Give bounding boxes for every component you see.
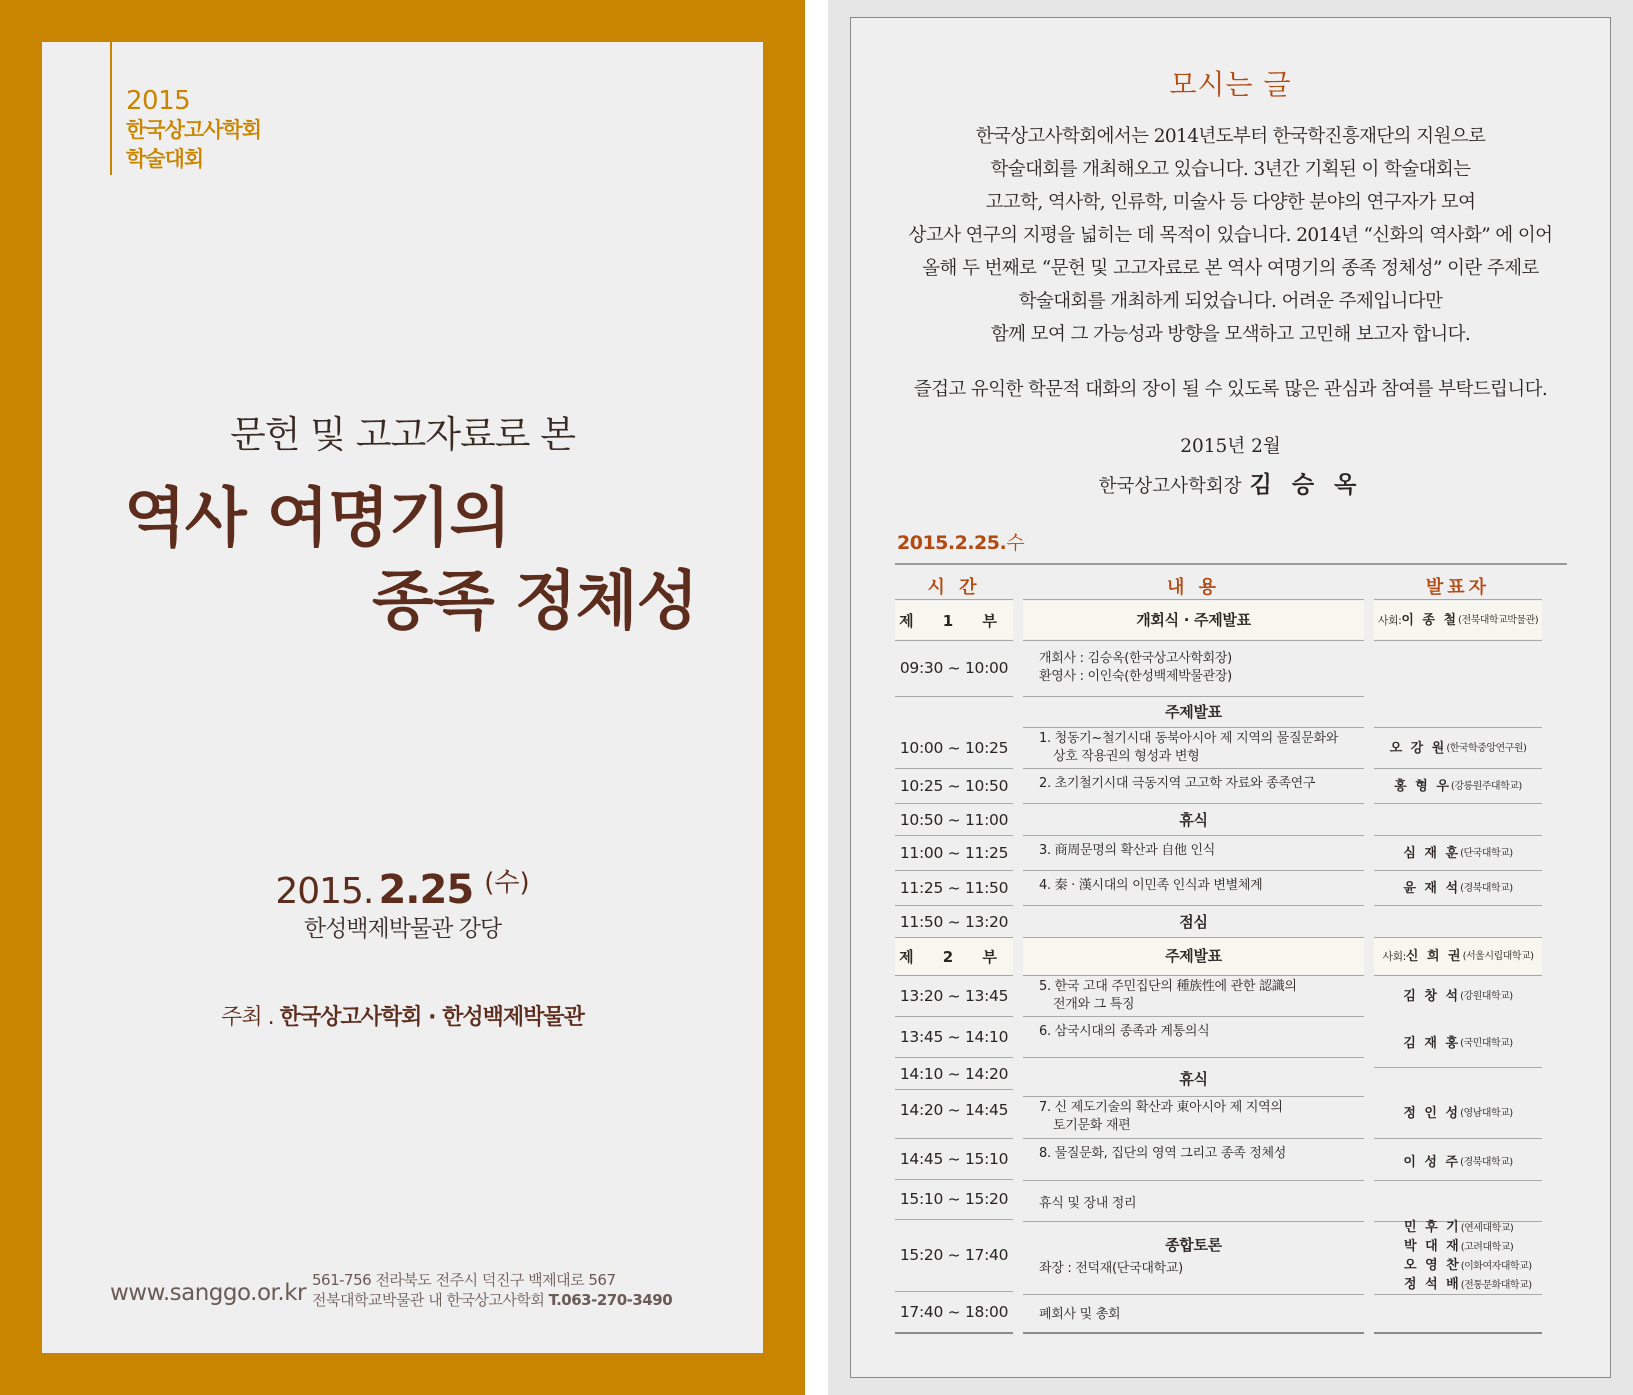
row-rule: [1374, 905, 1542, 906]
presenter-name: 윤 재 석: [1403, 880, 1461, 896]
talk-title-line: 8. 물질문화, 집단의 영역 그리고 종족 정체성: [1039, 1146, 1287, 1161]
address-line2: [312, 1290, 672, 1310]
time-cell: 13:20 ~ 13:45: [899, 987, 1009, 1005]
panelist-aff: (이화여자대학교): [1460, 1261, 1532, 1272]
time-cell: 10:50 ~ 11:00: [899, 810, 1009, 829]
panelist-aff: (고려대학교): [1460, 1242, 1514, 1253]
presenter-aff: (한국학중앙연구원): [1446, 742, 1527, 754]
event-tag: [110, 42, 261, 175]
tag-event: 학술대회: [126, 147, 204, 171]
time-cell: 11:00 ~ 11:25: [899, 844, 1009, 862]
talk-title-line: 7. 신 제도기술의 확산과 東아시아 제 지역의: [1039, 1100, 1283, 1115]
program-panel: [828, 0, 1633, 1395]
content-cell: [1023, 976, 1364, 1016]
moderator-label: 사회:: [1382, 949, 1406, 963]
program-inner: [850, 17, 1611, 1378]
host-label: 주최 .: [221, 1005, 274, 1030]
letter-line: 학술대회를 개최하게 되었습니다. 어려운 주제입니다만: [1018, 291, 1443, 312]
table-bottom-rule: [1023, 1332, 1364, 1334]
moderator-aff: (전북대학교박물관): [1458, 614, 1539, 626]
date-year: 2015.: [275, 871, 374, 912]
panelist: [1404, 1256, 1532, 1275]
presenter-cell: [1374, 1142, 1542, 1182]
talk-title-line: 전개와 그 특징: [1053, 997, 1135, 1012]
row-rule: [1023, 1057, 1364, 1058]
content-cell: [1023, 728, 1364, 768]
tag-org: 한국상고사학회: [126, 118, 262, 142]
panelist-aff: (연세대학교): [1460, 1223, 1514, 1234]
panelist-name: 정 석 배: [1404, 1277, 1461, 1292]
header-content: 내 용: [1166, 577, 1221, 598]
row-rule: [1374, 1067, 1542, 1068]
presenter-cell: [1374, 1093, 1542, 1133]
table-bottom-rule: [895, 1332, 1013, 1334]
cover-title-line2: 종족 정체성: [372, 565, 698, 639]
panelist: [1404, 1237, 1513, 1256]
presenter-cell: [1374, 728, 1542, 768]
table-top-rule: [895, 563, 1567, 565]
time-cell: 15:10 ~ 15:20: [899, 1190, 1009, 1208]
letter-line: 올해 두 번째로 “문헌 및 고고자료로 본 역사 여명기의 종족 정체성” 이란 주제로: [922, 258, 1539, 279]
presenter-cell: [1374, 836, 1542, 870]
signer-name: 김 승 옥: [1249, 471, 1363, 498]
time-cell: 13:45 ~ 14:10: [899, 1028, 1009, 1046]
presenter-cell: [1374, 769, 1542, 803]
talk-title-line: 4. 秦 · 漢시대의 이민족 인식과 변별체계: [1039, 878, 1263, 893]
presenter-aff: (국민대학교): [1460, 1037, 1513, 1049]
talk-title-line: 상호 작용권의 형성과 변형: [1053, 749, 1200, 764]
opening-line2: 환영사 : 이인숙(한성백제박물관장): [1039, 669, 1232, 684]
cover-panel: [0, 0, 805, 1395]
time-cell: 11:50 ~ 13:20: [899, 912, 1009, 931]
topic-header: 주제발표: [1165, 703, 1222, 721]
time-cell: 14:20 ~ 14:45: [899, 1101, 1009, 1119]
break-cell: 휴식: [1179, 810, 1208, 829]
header-rule: [895, 599, 1013, 600]
header-time: 시 간: [927, 577, 981, 598]
talk-title-line: 토기문화 재편: [1053, 1118, 1131, 1133]
time-cell: 10:00 ~ 10:25: [899, 739, 1009, 757]
letter-line: 고고학, 역사학, 인류학, 미술사 등 다양한 분야의 연구자가 모여: [985, 192, 1476, 213]
venue: 한성백제박물관 강당: [303, 916, 502, 942]
letter-closing: 즐겁고 유익한 학문적 대화의 장이 될 수 있도록 많은 관심과 참여를 부탁드립니다.: [913, 379, 1548, 400]
date-day: (수): [484, 868, 530, 898]
letter-body: [871, 120, 1590, 351]
talk-title-line: 휴식 및 장내 정리: [1039, 1196, 1137, 1211]
row-rule: [1374, 803, 1542, 804]
panelist-name: 민 후 기: [1404, 1220, 1461, 1235]
discussion-title: 종합토론: [1165, 1236, 1222, 1254]
letter-line: 학술대회를 개최해오고 있습니다. 3년간 기획된 이 학술대회는: [990, 159, 1471, 180]
break-cell: 휴식: [1179, 1069, 1208, 1088]
website-link[interactable]: www.sanggo.or.kr: [110, 1280, 306, 1306]
discussion-chair: 좌장 : 전덕재(단국대학교): [1039, 1261, 1183, 1276]
session1-moderator: [1374, 601, 1542, 639]
talk-title-line: 폐회사 및 총회: [1039, 1307, 1121, 1322]
content-cell: [1023, 1139, 1364, 1169]
event-date: [42, 862, 763, 913]
time-cell: 09:30 ~ 10:00: [899, 659, 1009, 677]
presenter-aff: (단국대학교): [1460, 847, 1513, 859]
content-cell: [1023, 871, 1364, 901]
address-block: [312, 1270, 672, 1310]
content-cell: [1023, 1186, 1364, 1222]
presenter-name: 홍 형 우: [1394, 778, 1451, 794]
moderator-label: 사회:: [1377, 613, 1402, 627]
presenter-aff: (경북대학교): [1460, 882, 1513, 894]
session2-title: 주제발표: [1165, 947, 1222, 965]
presenter-name: 오 강 원: [1389, 740, 1447, 756]
time-cell: 11:25 ~ 11:50: [899, 879, 1009, 897]
row-rule: [1374, 1138, 1542, 1139]
time-cell: 14:45 ~ 15:10: [899, 1150, 1009, 1168]
table-bottom-rule: [1374, 1332, 1542, 1334]
row-rule: [1023, 1221, 1364, 1222]
host-names: 한국상고사학회 · 한성백제박물관: [279, 1005, 584, 1030]
content-cell: [1023, 640, 1364, 696]
session1-label: 제 1 부: [899, 612, 1009, 630]
panelist-name: 박 대 재: [1404, 1239, 1461, 1254]
cover-title-line1: 역사 여명기의: [124, 482, 511, 556]
presenter-cell: [1374, 1023, 1542, 1063]
letter-title: 모시는 글: [1169, 68, 1292, 101]
time-cell: 14:10 ~ 14:20: [899, 1064, 1009, 1083]
letter-signature: [851, 466, 1610, 499]
moderator-aff: (서울시립대학교): [1462, 950, 1534, 962]
presenter-name: 정 인 성: [1403, 1105, 1461, 1121]
letter-line: 함께 모여 그 가능성과 방향을 모색하고 고민해 보고자 합니다.: [990, 324, 1471, 345]
moderator-name: 이 종 철: [1401, 612, 1459, 628]
letter-line: 한국상고사학회에서는 2014년도부터 한국학진흥재단의 지원으로: [975, 126, 1486, 147]
date-main: 2.25: [378, 867, 474, 913]
schedule-day: 수: [1006, 532, 1025, 554]
lunch-cell: 점심: [1179, 912, 1208, 931]
row-rule: [1374, 1180, 1542, 1181]
panelist-name: 오 영 찬: [1404, 1258, 1461, 1273]
talk-title-line: 6. 삼국시대의 종족과 계통의식: [1039, 1024, 1210, 1039]
session1-title: 개회식 · 주제발표: [1136, 611, 1251, 629]
content-cell: [1023, 1295, 1364, 1335]
talk-title-line: 3. 商周문명의 확산과 自他 인식: [1039, 843, 1215, 858]
opening-line1: 개회사 : 김승옥(한국상고사학회장): [1039, 651, 1232, 666]
cover-inner: [42, 42, 763, 1353]
presenter-name: 심 재 훈: [1403, 845, 1461, 861]
talk-title-line: 5. 한국 고대 주민집단의 種族性에 관한 認識의: [1039, 979, 1297, 994]
signer-title: 한국상고사학회장: [1098, 476, 1242, 497]
presenter-name: 이 성 주: [1403, 1154, 1461, 1170]
address-line1: 561-756 전라북도 전주시 덕진구 백제대로 567: [312, 1271, 616, 1289]
presenter-aff: (강릉원주대학교): [1450, 780, 1522, 792]
presenter-cell: [1374, 871, 1542, 905]
time-cell: 10:25 ~ 10:50: [899, 777, 1009, 795]
row-rule: [1374, 640, 1542, 641]
letter-date: 2015년 2월: [1180, 436, 1281, 457]
time-cell: 17:40 ~ 18:00: [899, 1303, 1009, 1321]
talk-title-line: 1. 청동기~철기시대 동북아시아 제 지역의 물질문화와: [1039, 731, 1338, 746]
time-cell: 15:20 ~ 17:40: [899, 1246, 1009, 1264]
panel-list: [1374, 1221, 1542, 1291]
content-cell: [1023, 836, 1364, 866]
panelist-aff: (전통문화대학교): [1460, 1280, 1532, 1291]
presenter-aff: (영남대학교): [1460, 1107, 1513, 1119]
presenter-cell: [1374, 976, 1542, 1016]
presenter-name: 김 창 석: [1403, 988, 1461, 1004]
address-line2-text: 전북대학교박물관 내 한국상고사학회: [312, 1291, 549, 1309]
schedule-date: [897, 528, 1024, 555]
presenter-name: 김 재 홍: [1403, 1035, 1461, 1051]
header-rule: [1374, 599, 1542, 600]
cover-subtitle: 문헌 및 고고자료로 본: [230, 413, 575, 456]
host-line: [42, 1000, 763, 1031]
presenter-aff: (강원대학교): [1460, 990, 1513, 1002]
panelist: [1404, 1218, 1513, 1237]
content-cell: [1023, 769, 1364, 799]
content-cell: [1023, 1224, 1364, 1290]
row-rule: [1023, 1180, 1364, 1181]
phone-number: T.063-270-3490: [548, 1291, 673, 1309]
content-cell: [1023, 1097, 1364, 1137]
header-presenter: 발표자: [1425, 577, 1491, 598]
content-cell: [1023, 1017, 1364, 1047]
talk-title-line: 2. 초기철기시대 극동지역 고고학 자료와 종족연구: [1039, 776, 1316, 791]
panelist: [1404, 1275, 1532, 1294]
session2-label: 제 2 부: [899, 948, 1009, 966]
letter-line: 상고사 연구의 지평을 넓히는 데 목적이 있습니다. 2014년 “신화의 역사화” 에 이어: [908, 225, 1553, 246]
header-rule: [1023, 599, 1364, 600]
tag-year: 2015: [126, 86, 191, 116]
row-rule: [895, 696, 1013, 697]
schedule-date-text: 2015.2.25.: [897, 532, 1007, 554]
session2-moderator: [1374, 938, 1542, 974]
presenter-aff: (경북대학교): [1460, 1156, 1513, 1168]
moderator-name: 신 희 권: [1405, 948, 1463, 964]
row-rule: [1374, 1294, 1542, 1295]
